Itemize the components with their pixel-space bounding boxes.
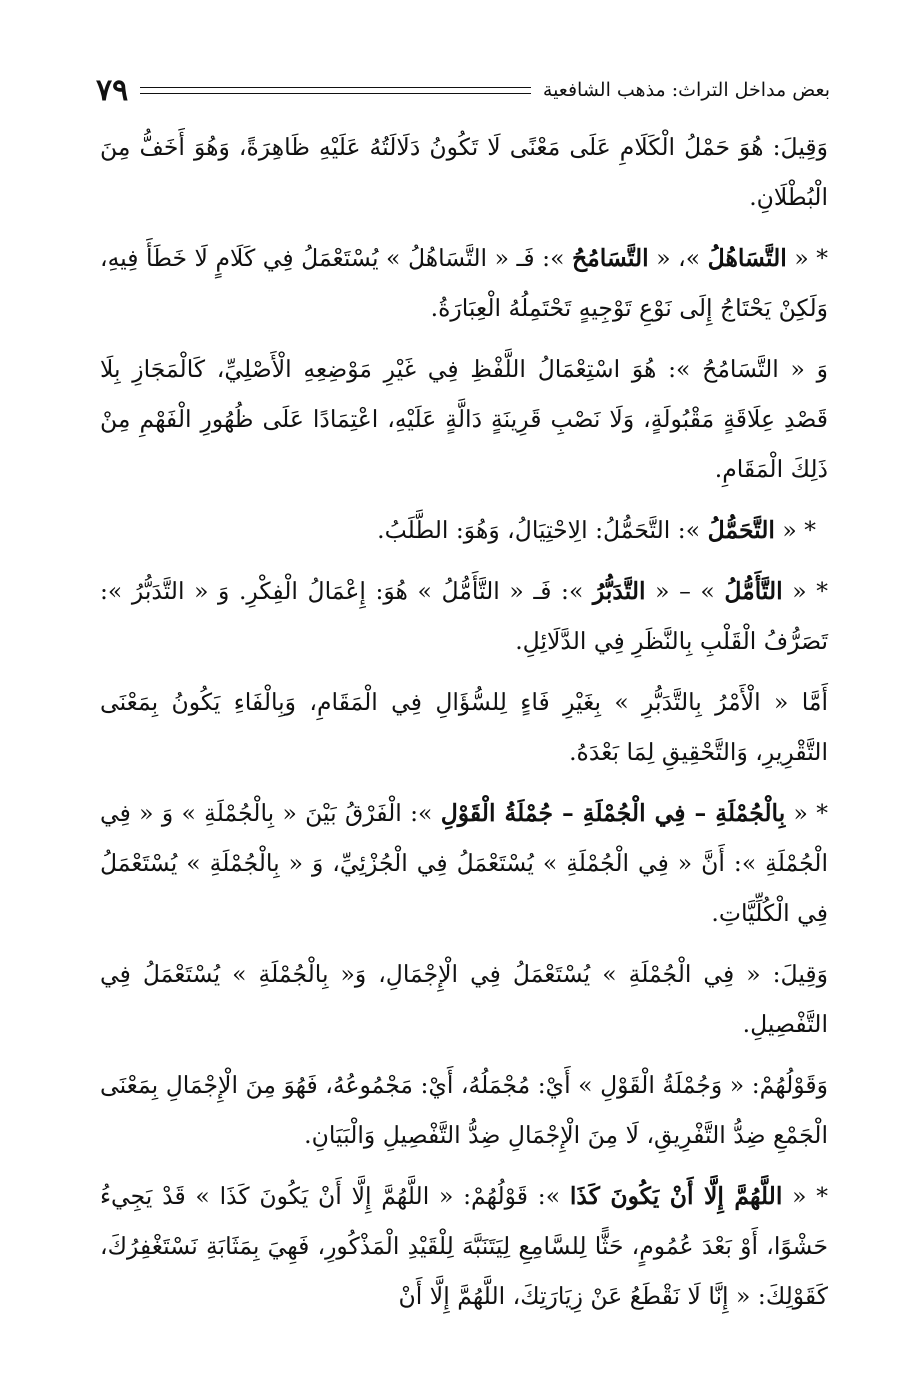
paragraph: [100, 788, 828, 938]
paragraph: [100, 677, 828, 777]
page-number: ٧٩: [96, 72, 129, 108]
text-run: »: الْفَرْقُ بَيْنَ « بِالْجُمْلَةِ » وَ « فِي الْجُمْلَةِ »: أَنَّ « فِي الْجُمْلَةِ » يُسْتَعْمَلُ فِي الْجُزْئِيِّ، وَ « بِالْجُمْلَةِ » يُسْتَعْمَلُ فِي الْكُلِّيَّاتِ.: [100, 799, 828, 927]
paragraph: [100, 566, 828, 666]
running-header-title: بعض مداخل التراث: مذهب الشافعية: [542, 79, 830, 101]
text-run: »: التَّحَمُّلُ: الِاحْتِيَالُ، وَهُوَ: الطَّلَبُ.: [377, 516, 708, 544]
paragraph: [100, 505, 828, 555]
paragraph: [100, 122, 828, 222]
text-run: * «: [782, 1182, 829, 1210]
term-heading: بِالْجُمْلَةِ – فِي الْجُمْلَةِ – جُمْلَةُ الْقَوْلِ: [440, 799, 786, 827]
term-heading: التَّدَبُّرُ: [592, 577, 646, 605]
paragraph: [100, 344, 828, 494]
paragraph: [100, 1171, 828, 1321]
term-heading: التَّسَاهُلُ: [707, 244, 787, 272]
text-run: * «: [785, 799, 828, 827]
text-run: وَقِيلَ: « فِي الْجُمْلَةِ » يُسْتَعْمَلُ فِي الْإِجْمَالِ، وَ« بِالْجُمْلَةِ » يُسْتَعْمَلُ فِي التَّفْصِيلِ.: [100, 960, 828, 1038]
paragraph: [100, 1060, 828, 1160]
text-run: * «: [774, 516, 816, 544]
paragraph: [100, 233, 828, 333]
text-run: وَقِيلَ: هُوَ حَمْلُ الْكَلَامِ عَلَى مَعْنًى لَا تَكُونُ دَلَالَتُهُ عَلَيْهِ ظَاهِرَةً، وَهُوَ أَخَفُّ مِنَ الْبُطْلَانِ.: [100, 133, 828, 211]
text-run: * «: [782, 577, 828, 605]
text-run: أَمَّا « الْأَمْرُ بِالتَّدَبُّرِ » بِغَيْرِ فَاءٍ لِلسُّؤَالِ فِي الْمَقَامِ، وَبِالْفَاءِ يَكُونُ بِمَعْنَى التَّقْرِيرِ، وَالتَّحْقِيقِ لِمَا بَعْدَهُ.: [100, 688, 828, 766]
text-run: »: فَـ « التَّسَاهُلُ » يُسْتَعْمَلُ فِي كَلَامٍ لَا خَطَأَ فِيهِ، وَلَكِنْ يَحْتَاجُ إِلَى نَوْعِ تَوْجِيهٍ تَحْتَمِلُهُ الْعِبَارَةُ.: [100, 244, 828, 322]
text-run: » – «: [645, 577, 725, 605]
text-run: وَقَوْلُهُمْ: « وَجُمْلَةُ الْقَوْلِ » أَيْ: مُجْمَلُهُ، أَيْ: مَجْمُوعُهُ، فَهُوَ مِنَ الْإِجْمَالِ بِمَعْنَى الْجَمْعِ ضِدُّ التَّفْرِيقِ، لَا مِنَ الْإِجْمَالِ ضِدُّ التَّفْصِيلِ وَالْبَيَانِ.: [100, 1071, 828, 1149]
text-run: »: فَـ « التَّأَمُّلُ » هُوَ: إِعْمَالُ الْفِكْرِ. وَ « التَّدَبُّرُ »: تَصَرُّفُ الْقَلْبِ بِالنَّظَرِ فِي الدَّلَائِلِ.: [100, 577, 828, 655]
paragraph: [100, 949, 828, 1049]
running-header: [96, 72, 830, 108]
text-run: »، «: [648, 244, 708, 272]
term-heading: اللَّهُمَّ إِلَّا أَنْ يَكُونَ كَذَا: [569, 1182, 783, 1210]
term-heading: التَّأَمُّلُ: [724, 577, 783, 605]
header-double-rule: [140, 87, 531, 94]
text-run: وَ « التَّسَامُحُ »: هُوَ اسْتِعْمَالُ اللَّفْظِ فِي غَيْرِ مَوْضِعِهِ الْأَصْلِيِّ، كَالْمَجَازِ بِلَا قَصْدِ عِلَاقَةٍ مَقْبُولَةٍ، وَلَا نَصْبِ قَرِينَةٍ دَالَّةٍ عَلَيْهِ، اعْتِمَادًا عَلَى ظُهُورِ الْفَهْمِ مِنْ ذَلِكَ الْمَقَامِ.: [100, 355, 828, 483]
term-heading: التَّسَامُحُ: [572, 244, 649, 272]
term-heading: التَّحَمُّلُ: [707, 516, 775, 544]
text-run: »: قَوْلُهُمْ: « اللَّهُمَّ إِلَّا أَنْ يَكُونَ كَذَا » قَدْ يَجِيءُ حَشْوًا، أَوْ بَعْدَ عُمُومٍ، حَثًّا لِلسَّامِعِ لِيَتَنَبَّهَ لِلْقَيْدِ الْمَذْكُورِ، فَهِيَ بِمَثَابَةِ نَسْتَغْفِرُكَ، كَقَوْلِكَ: « إِنَّا لَا نَقْطَعُ عَنْ زِيَارَتِكَ، اللَّهُمَّ إِلَّا أَنْ: [100, 1182, 828, 1310]
page-body: [100, 122, 828, 1332]
text-run: * «: [786, 244, 828, 272]
